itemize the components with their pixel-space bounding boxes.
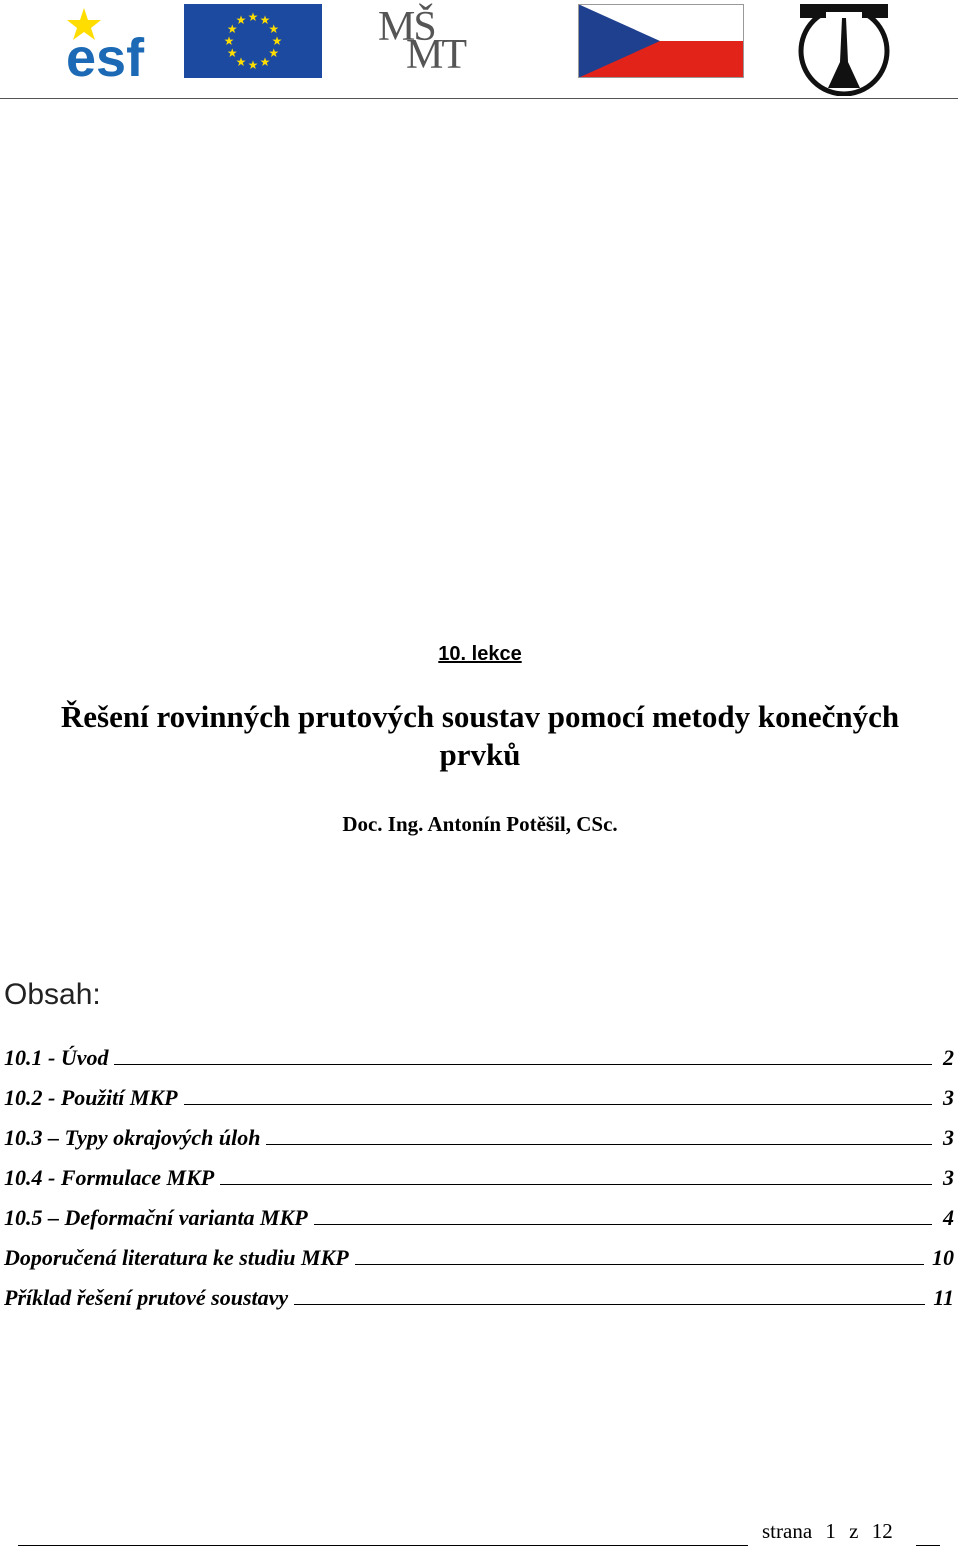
toc-entry[interactable] — [4, 1281, 954, 1311]
toc-entry-label: 10.1 - Úvod — [4, 1045, 109, 1070]
toc-leader-line — [114, 1064, 932, 1065]
toc-entry[interactable] — [4, 1201, 954, 1231]
toc-leader-line — [294, 1304, 925, 1305]
toc-entry-page: 3 — [943, 1125, 954, 1150]
esf-logo — [66, 4, 176, 78]
toc-entry-label: 10.4 - Formulace MKP — [4, 1165, 215, 1190]
toc-leader-line — [355, 1264, 924, 1265]
eu-star-icon: ★ — [268, 22, 280, 36]
toc-leader-line — [220, 1184, 932, 1185]
eu-flag-icon — [184, 4, 322, 78]
footer-rule — [18, 1545, 748, 1546]
toc-leader-line — [184, 1104, 932, 1105]
page-indicator — [762, 1519, 901, 1544]
eu-star-icon: ★ — [235, 54, 247, 69]
eu-star-icon: ★ — [235, 13, 247, 28]
document-title: Řešení rovinných prutových soustav pomocí metody konečných prvků — [60, 699, 900, 772]
czech-flag-icon — [578, 4, 744, 78]
toc-entry-page: 10 — [932, 1245, 954, 1270]
toc-entry-label: Doporučená literatura ke studiu MKP — [4, 1245, 349, 1270]
current-page: 1 — [825, 1519, 836, 1543]
toc-entry-label: 10.3 – Typy okrajových úloh — [4, 1125, 261, 1150]
eu-star-icon: ★ — [259, 13, 271, 28]
msmt-logo — [376, 2, 506, 70]
author: Doc. Ing. Antonín Potěšil, CSc. — [342, 812, 618, 836]
toc-entry-page: 2 — [943, 1045, 954, 1070]
toc-leader-line — [266, 1144, 932, 1145]
toc-entry-label: 10.5 – Deformační varianta MKP — [4, 1205, 308, 1230]
toc-entry-page: 11 — [933, 1285, 954, 1310]
lesson-number: 10. lekce — [438, 643, 522, 665]
footer-rule-end — [916, 1545, 940, 1546]
toc-entry-page: 3 — [943, 1085, 954, 1110]
eu-star-icon: ★ — [271, 34, 283, 48]
toc-entry-page: 4 — [943, 1205, 954, 1230]
toc-leader-line — [314, 1224, 932, 1225]
toc-entry-page: 3 — [943, 1165, 954, 1190]
total-pages: 12 — [871, 1519, 893, 1543]
toc-entry-label: Příklad řešení prutové soustavy — [4, 1285, 289, 1310]
toc-entry[interactable] — [4, 1041, 954, 1071]
toc-heading: Obsah: — [4, 978, 101, 1011]
toc-entry[interactable] — [4, 1161, 954, 1191]
eu-star-icon: ★ — [226, 22, 238, 36]
esf-logo-text: esf — [66, 28, 145, 78]
eu-star-icon: ★ — [268, 46, 280, 60]
toc-entry[interactable] — [4, 1081, 954, 1111]
eu-star-icon: ★ — [223, 34, 235, 48]
svg-text:MT: MT — [406, 32, 465, 70]
toc-entry[interactable] — [4, 1121, 954, 1151]
eu-star-icon: ★ — [247, 58, 259, 72]
eu-star-icon: ★ — [226, 46, 238, 60]
toc-entry-label: 10.2 - Použití MKP — [4, 1085, 178, 1110]
header-divider — [0, 98, 958, 99]
page-label: strana — [762, 1519, 813, 1543]
eu-star-icon: ★ — [247, 10, 259, 24]
toc-entry[interactable] — [4, 1241, 954, 1271]
eu-star-icon: ★ — [259, 54, 271, 69]
svg-text:MŠ: MŠ — [378, 4, 435, 50]
university-emblem-icon — [798, 2, 890, 96]
page-of-label: z — [849, 1519, 859, 1543]
